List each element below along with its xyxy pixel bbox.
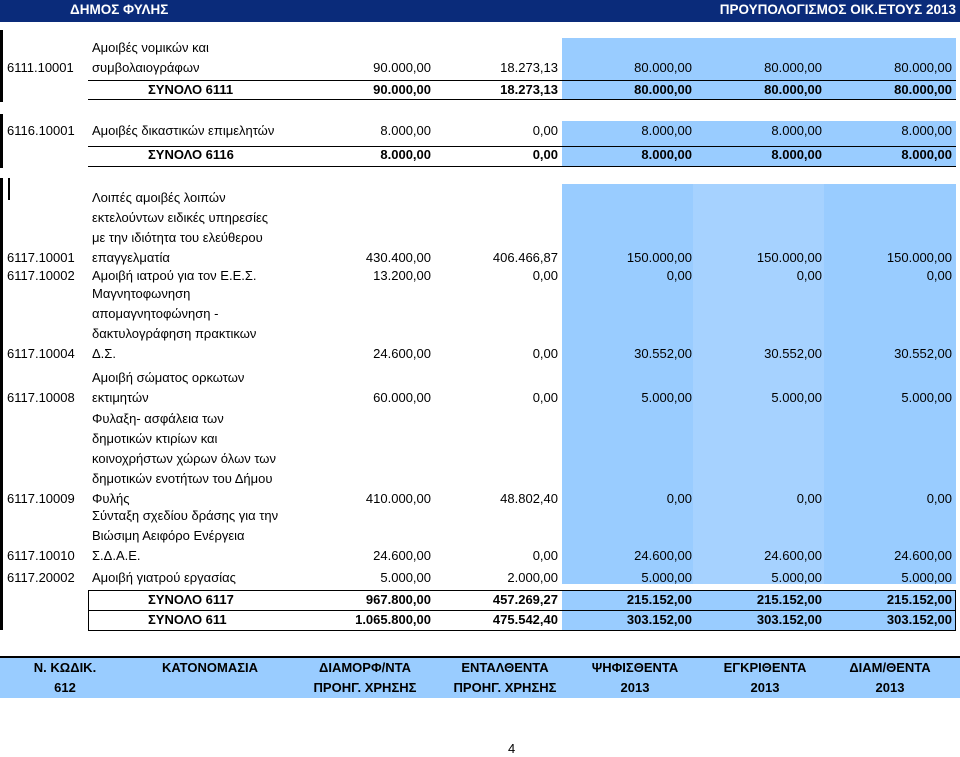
row-code: 6117.10002	[7, 268, 75, 283]
total-value: 0,00	[532, 147, 558, 162]
row-name-line: Φυλής	[92, 491, 130, 506]
row-value: 406.466,87	[492, 250, 558, 265]
total-row-box	[88, 590, 956, 611]
row-name-line: Αμοιβές νομικών και	[92, 40, 209, 55]
row-value: 8.000,00	[771, 123, 822, 138]
row-code: 6117.10009	[7, 491, 75, 506]
row-name-line: Αμοιβή γιατρού εργασίας	[92, 570, 236, 585]
row-name-line: Βιώσιμη Αειφόρο Ενέργεια	[92, 528, 245, 543]
row-name-line: Μαγνητοφωνηση	[92, 286, 191, 301]
row-code: 6117.20002	[7, 570, 75, 585]
row-code: 6116.10001	[7, 123, 75, 138]
row-value: 0,00	[926, 491, 952, 506]
row-value: 90.000,00	[373, 60, 431, 75]
total-value: 80.000,00	[764, 82, 822, 97]
row-value: 24.600,00	[373, 548, 431, 563]
row-value: 8.000,00	[901, 123, 952, 138]
row-value: 24.600,00	[764, 548, 822, 563]
col-approved-header: ΕΓΚΡΙΘΕΝΤΑ 2013	[723, 660, 807, 695]
row-code: 6111.10001	[7, 60, 74, 75]
row-value: 0,00	[666, 491, 692, 506]
row-name-line: με την ιδιότητα του ελεύθερου	[92, 230, 263, 245]
left-border-inner	[8, 178, 10, 200]
total-label: ΣΥΝΟΛΟ 6117	[148, 592, 234, 607]
row-code: 6117.10010	[7, 548, 75, 563]
total-value: 80.000,00	[634, 82, 692, 97]
row-value: 48.802,40	[500, 491, 558, 506]
row-value: 0,00	[532, 346, 558, 361]
total-row-box	[88, 610, 956, 631]
row-value: 150.000,00	[626, 250, 692, 265]
total-value: 303.152,00	[886, 612, 952, 627]
row-name-line: δημοτικών κτιρίων και	[92, 431, 218, 446]
row-value: 8.000,00	[380, 123, 431, 138]
row-name-line: δακτυλογράφηση πρακτικων	[92, 326, 257, 341]
row-name-line: Λοιπές αμοιβές λοιπών	[92, 190, 226, 205]
col-voted-header: ΨΗΦΙΣΘΕΝΤΑ 2013	[591, 660, 679, 695]
total-value: 303.152,00	[626, 612, 692, 627]
row-value: 5.000,00	[771, 390, 822, 405]
row-value: 410.000,00	[365, 491, 431, 506]
header-municipality: ΔΗΜΟΣ ΦΥΛΗΣ	[70, 2, 169, 17]
row-value: 2.000,00	[507, 570, 558, 585]
total-value: 8.000,00	[771, 147, 822, 162]
total-value: 215.152,00	[886, 592, 952, 607]
row-name-line: Σ.Δ.Α.Ε.	[92, 548, 141, 563]
total-value: 18.273,13	[500, 82, 558, 97]
shade-col-ratified	[693, 184, 824, 584]
row-value: 24.600,00	[634, 548, 692, 563]
row-value: 150.000,00	[886, 250, 952, 265]
total-value: 8.000,00	[641, 147, 692, 162]
row-value: 80.000,00	[764, 60, 822, 75]
row-code: 6117.10008	[7, 390, 75, 405]
rule	[88, 166, 956, 167]
left-border-6117	[0, 178, 3, 630]
page-number: 4	[508, 741, 516, 756]
row-value: 80.000,00	[894, 60, 952, 75]
row-value: 13.200,00	[373, 268, 431, 283]
col-prev-committed-header: ΕΝΤΑΛΘΕΝΤΑ ΠΡΟΗΓ. ΧΡΗΣΗΣ	[453, 660, 557, 695]
row-value: 0,00	[532, 548, 558, 563]
row-value: 80.000,00	[634, 60, 692, 75]
left-border-6116	[0, 114, 3, 168]
header-budget-title: ΠΡΟΥΠΟΛΟΓΙΣΜΟΣ ΟΙΚ.ΕΤΟΥΣ 2013	[719, 2, 956, 17]
row-code: 6117.10001	[7, 250, 75, 265]
row-name-line: εκτελούντων ειδικές υπηρεσίες	[92, 210, 269, 225]
row-name-line: συμβολαιογράφων	[92, 60, 200, 75]
row-value: 60.000,00	[373, 390, 431, 405]
page-header	[0, 0, 960, 22]
left-border-6111	[0, 30, 3, 102]
total-value: 8.000,00	[901, 147, 952, 162]
col-final-header: ΔΙΑΜ/ΘΕΝΤΑ 2013	[849, 660, 931, 695]
total-value: 215.152,00	[756, 592, 822, 607]
total-value: 90.000,00	[373, 82, 431, 97]
column-header-band	[0, 656, 960, 698]
row-name-line: εκτιμητών	[92, 390, 149, 405]
row-value: 5.000,00	[641, 390, 692, 405]
total-value: 80.000,00	[894, 82, 952, 97]
row-code: 6117.10004	[7, 346, 75, 361]
total-value: 1.065.800,00	[355, 612, 431, 627]
row-name-line: απομαγνητοφώνηση -	[92, 306, 219, 321]
row-value: 24.600,00	[894, 548, 952, 563]
row-value: 150.000,00	[756, 250, 822, 265]
row-name-line: δημοτικών ενοτήτων του Δήμου	[92, 471, 273, 486]
row-value: 430.400,00	[365, 250, 431, 265]
row-value: 24.600,00	[373, 346, 431, 361]
row-name-line: Αμοιβή σώματος ορκωτων	[92, 370, 245, 385]
row-value: 0,00	[796, 491, 822, 506]
shade-col-approved	[562, 184, 693, 584]
row-value: 5.000,00	[901, 570, 952, 585]
total-value: 8.000,00	[380, 147, 431, 162]
shade-col-final	[824, 184, 956, 584]
row-name-line: Φυλαξη- ασφάλεια των	[92, 411, 224, 426]
row-value: 0,00	[926, 268, 952, 283]
total-value: 215.152,00	[626, 592, 692, 607]
total-value: 967.800,00	[365, 592, 431, 607]
row-value: 5.000,00	[771, 570, 822, 585]
row-value: 18.273,13	[500, 60, 558, 75]
total-value: 457.269,27	[492, 592, 558, 607]
row-name-line: Αμοιβή ιατρού για τον Ε.Ε.Σ.	[92, 268, 257, 283]
row-value: 30.552,00	[764, 346, 822, 361]
row-name-line: Αμοιβές δικαστικών επιμελητών	[92, 123, 275, 138]
row-value: 5.000,00	[901, 390, 952, 405]
row-name-line: Δ.Σ.	[92, 346, 116, 361]
total-label: ΣΥΝΟΛΟ 6111	[148, 82, 234, 97]
total-label: ΣΥΝΟΛΟ 611	[148, 612, 227, 627]
row-value: 0,00	[532, 268, 558, 283]
row-value: 30.552,00	[894, 346, 952, 361]
row-name-line: κοινοχρήστων χώρων όλων των	[92, 451, 276, 466]
row-value: 5.000,00	[641, 570, 692, 585]
row-value: 8.000,00	[641, 123, 692, 138]
row-value: 0,00	[532, 390, 558, 405]
row-value: 30.552,00	[634, 346, 692, 361]
col-code-header: Ν. ΚΩΔΙΚ. 612	[33, 660, 97, 695]
row-value: 0,00	[796, 268, 822, 283]
col-name-header: ΚΑΤΟΝΟΜΑΣΙΑ	[161, 660, 259, 675]
total-value: 303.152,00	[756, 612, 822, 627]
row-name-line: επαγγελματία	[92, 250, 170, 265]
col-prev-amended-header: ΔΙΑΜΟΡΦ/ΝΤΑ ΠΡΟΗΓ. ΧΡΗΣΗΣ	[313, 660, 417, 695]
row-value: 0,00	[532, 123, 558, 138]
row-name-line: Σύνταξη σχεδίου δράσης για την	[92, 508, 279, 523]
rule	[88, 99, 956, 100]
row-value: 0,00	[666, 268, 692, 283]
total-label: ΣΥΝΟΛΟ 6116	[148, 147, 234, 162]
row-value: 5.000,00	[380, 570, 431, 585]
total-value: 475.542,40	[492, 612, 558, 627]
rule	[88, 80, 956, 81]
